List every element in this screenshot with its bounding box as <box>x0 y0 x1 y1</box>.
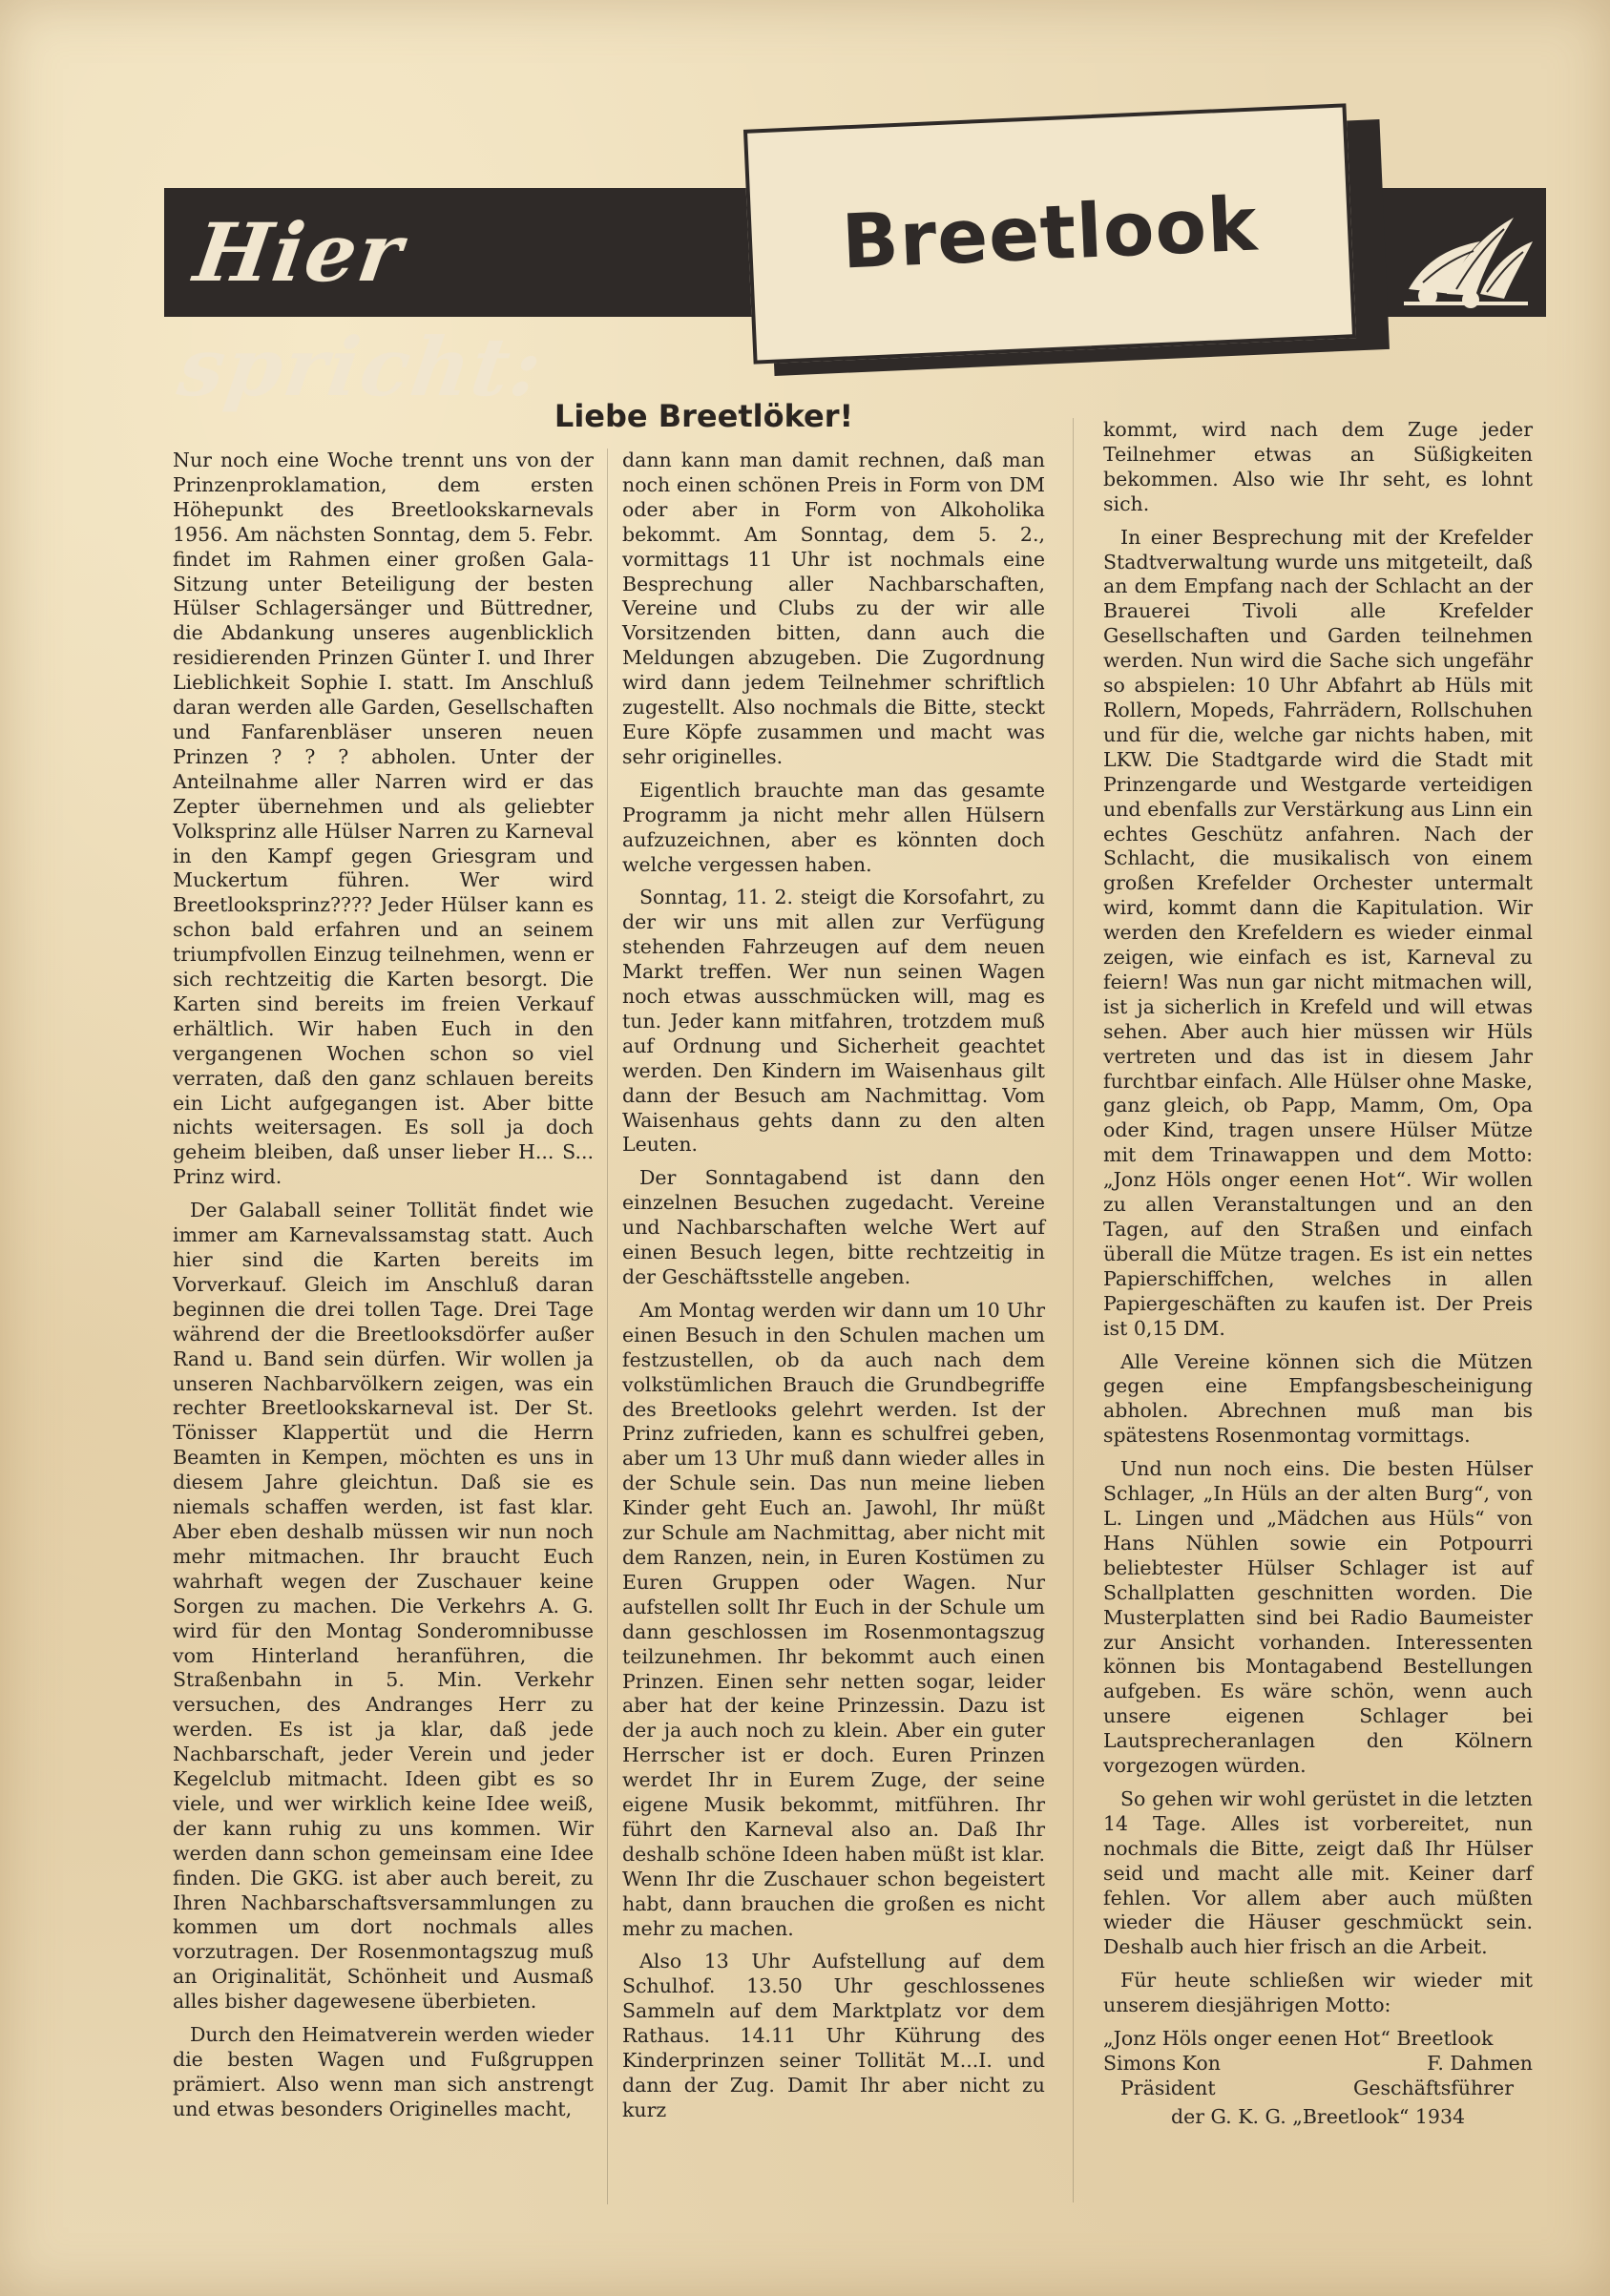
paragraph: dann kann man damit rechnen, daß man noch einen schönen Preis in Form von DM oder aber in Form von Alkoholika bekommt. Am Sonntag, dem 5. 2., vormittags 11 Uhr ist nochmals eine Besprechung aller Nachbarschaften, Vereine und Clubs zu der wir alle Vorsitzenden bitten, dann auch die Meldungen abzugeben. Die Zugordnung wird dann jedem Teilnehmer schriftlich zugestellt. Also nochmals die Bitte, steckt Eure Köpfe zusammen und macht was sehr originelles. <box>622 449 1045 768</box>
banner-left-text: Hier spricht: <box>173 205 550 414</box>
article-headline: Liebe Breetlöker! <box>554 398 854 434</box>
paragraph: Sonntag, 11. 2. steigt die Korsofahrt, zu der wir uns mit allen zur Verfügung stehenden Fahrzeugen auf dem neuen Markt treffen. Wer nun seinen Wagen noch etwas ausschmücken will, mag es tun. Jeder kann mitfahren, trotzdem muß auf Ordnung und Sicherheit geachtet werden. Den Kindern im Waisenhaus gilt dann der Besuch am Nachmittag. Vom Waisenhaus gehts dann zu den alten Leuten. <box>622 886 1045 1157</box>
signature-roles <box>1103 2077 1533 2101</box>
column-divider <box>607 449 608 2204</box>
motto-line: „Jonz Höls onger eenen Hot“ Breetlook <box>1103 2027 1494 2051</box>
paragraph: In einer Besprechung mit der Krefelder Stadtverwaltung wurde uns mitgeteilt, daß an dem Empfang nach der Schlacht an der Brauerei Tivoli alle Krefelder Gesellschaften und Garden teilnehmen werden. Nun wird die Sache sich ungefähr so abspielen: 10 Uhr Abfahrt ab Hüls mit Rollern, Mopeds, Fahrrädern, Rollschuhen und für die, welche gar nichts haben, mit LKW. Die Stadtgarde wird die Stadt mit Prinzengarde und Westgarde verteidigen und ebenfalls zur Verstärkung aus Linn ein echtes Geschütz anfahren. Nach der Schlacht, die musikalisch von einem großen Krefelder Orchester untermalt wird, kommt dann die Kapitulation. Wir werden den Krefeldern es wieder einmal zeigen, wie einfach es ist, Karneval zu feiern! Was nun gar nicht mitmachen will, ist ja sicherlich in Krefeld und will etwas sehen. Aber auch hier müssen wir Hüls vertreten und das ist in diesem Jahr furchtbar einfach. Alle Hülser ohne Maske, ganz gleich, ob Papp, Mamm, Om, Opa oder Kind, tragen unsere Hülser Mütze mit dem Trinawappen und dem Motto: „Jonz Höls onger eenen Hot“. Wir wollen zu allen Veranstaltungen und an den Tagen, auf den Straßen und einfach überall die Mütze tragen. Es ist ein nettes Papierschiffchen, welches in allen Papiergeschäften zu kaufen ist. Der Preis ist 0,15 DM. <box>1103 525 1533 1340</box>
signature-left-name: Simons Kon <box>1103 2052 1221 2075</box>
article-column-1 <box>173 449 594 2131</box>
paragraph: Der Galaball seiner Tollität findet wie immer am Karnevalssamstag statt. Auch hier sind die Karten bereits im Vorverkauf. Gleich im Anschluß daran beginnen die drei tollen Tage. Drei Tage während der die Breetlooksdörfer außer Rand u. Band sein dürfen. Wir wollen ja unseren Nachbarvölkern zeigen, was ein rechter Breetlookskarneval ist. Der St. Tönisser Klappertüt und die Herrn Beamten in Kempen, möchten es uns in diesem Jahre gleichtun. Daß sie es niemals schaffen werden, ist fast klar. Aber eben deshalb müssen wir nun noch mehr mitmachen. Ihr braucht Euch wahrhaft wegen der Zuschauer keine Sorgen zu machen. Die Verkehrs A. G. wird für den Montag Sonderomnibusse vom Hinterland heranführen, die Straßenbahn in 5. Min. Verkehr versuchen, des Andranges Herr zu werden. Es ist ja klar, daß jede Nachbarschaft, jeder Verein und jeder Kegelclub mitmacht. Ideen gibt es so viele, und wer wirklich keine Idee weiß, der kann ruhig zu uns kommen. Wir werden dann schon gemeinsam eine Idee finden. Die GKG. ist aber auch bereit, zu Ihren Nachbarschaftsversammlungen zu kommen um dort nochmals alles vorzutragen. Der Rosenmontagszug muß an Originalität, Schönheit und Ausmaß alles bisher dagewesene überbieten. <box>173 1199 594 2014</box>
paragraph: Am Montag werden wir dann um 10 Uhr einen Besuch in den Schulen machen um festzustellen, ob da auch nach dem volkstümlichen Brauch die Grundbegriffe des Breetlooks gelehrt werden. Ist der Prinz zufrieden, kann es schulfrei geben, aber um 13 Uhr muß dann wieder alles in der Schule sein. Das nun meine lieben Kinder geht Euch an. Jawohl, Ihr müßt zur Schule am Nachmittag, aber nicht mit dem Ranzen, nein, in Euren Kostümen zu Euren Gruppen oder Wagen. Nur aufstellen sollt Ihr Euch in der Schule um dann geschlossen im Rosenmontagszug teilzunehmen. Ihr bekommt auch einen Prinzen. Einen sehr netten sogar, leider aber hat der keine Prinzessin. Dazu ist der ja auch noch zu klein. Aber ein guter Herrscher ist er doch. Euren Prinzen werdet Ihr in Eurem Zuge, der seine eigene Musik bekommt, mitführen. Ihr führt den Karneval also an. Daß Ihr deshalb schöne Ideen haben müßt ist klar. Wenn Ihr die Zuschauer schon begeistert habt, dann brauchen die großen es nicht mehr zu machen. <box>622 1298 1045 1940</box>
paragraph: Der Sonntagabend ist dann den einzelnen Besuchen zugedacht. Vereine und Nachbarschaften welche Wert auf einen Besuch legen, bitte rechtzeitig in der Geschäftsstelle angeben. <box>622 1166 1045 1288</box>
column-divider <box>1073 418 1074 2202</box>
society-footer: der G. K. G. „Breetlook“ 1934 <box>1170 2104 1466 2128</box>
signature-names <box>1103 2052 1533 2077</box>
paragraph: Für heute schließen wir wieder mit unserem diesjährigen Motto: <box>1103 1969 1533 2017</box>
paragraph: Eigentlich brauchte man das gesamte Programm ja nicht mehr allen Hülsern aufzuzeichnen, aber es könnten doch welche vergessen haben. <box>622 778 1045 876</box>
signature-left-role: Präsident <box>1120 2076 1216 2099</box>
title-box <box>743 103 1356 364</box>
jester-ornament-icon <box>1390 198 1542 311</box>
paragraph: Durch den Heimatverein werden wieder die besten Wagen und Fußgruppen prämiert. Also wenn man sich anstrengt und etwas besonders Originelles macht, <box>173 2023 594 2120</box>
paragraph: Nur noch eine Woche trennt uns von der Prinzenproklamation, dem ersten Höhepunkt des Breetlookskarnevals 1956. Am nächsten Sonntag, dem 5. Febr. findet im Rahmen einer großen Gala-Sitzung unter Beteiligung der besten Hülser Schlagersänger und Büttredner, die Abdankung unseres augenblicklich residierenden Prinzen Günter I. und Ihrer Lieblichkeit Sophie I. statt. Im Anschluß daran werden alle Garden, Gesellschaften und Fanfarenbläser unseren neuen Prinzen ? ? ? abholen. Unter der Anteilnahme aller Narren wird er das Zepter übernehmen und als geliebter Volksprinz alle Hülser Narren zu Karneval in den Kampf gegen Griesgram und Muckertum führen. Wer wird Breetlooksprinz???? Jeder Hülser kann es schon bald erfahren und an seinem triumpfvollen Einzug teilnehmen, wenn er sich rechtzeitig die Karten besorgt. Die Karten sind bereits im freien Verkauf erhältlich. Wir haben Euch in den vergangenen Wochen schon so viel verraten, daß den ganz schlauen bereits ein Licht aufgegangen ist. Aber bitte nichts weitersagen. Es soll ja doch geheim bleiben, daß unser lieber H... S... Prinz wird. <box>173 449 594 1189</box>
paragraph: So gehen wir wohl gerüstet in die letzten 14 Tage. Alles ist vorbereitet, nun nochmals die Bitte, zeigt daß Ihr Hülser seid und macht alle mit. Keiner darf fehlen. Vor allem aber auch müßten wieder die Häuser geschmückt sein. Deshalb auch hier frisch an die Arbeit. <box>1103 1786 1533 1959</box>
paragraph: Also 13 Uhr Aufstellung auf dem Schulhof. 13.50 Uhr geschlossenes Sammeln auf dem Marktplatz vor dem Rathaus. 14.11 Uhr Kührung des Kinderprinzen seiner Tollität M...I. und dann der Zug. Damit Ihr aber nicht zu kurz <box>622 1950 1045 2121</box>
signature-right-role: Geschäftsführer <box>1352 2076 1514 2099</box>
page-title: Breetlook <box>840 181 1260 286</box>
paragraph: kommt, wird nach dem Zuge jeder Teilnehmer etwas an Süßigkeiten bekommen. Also wie Ihr seht, es lohnt sich. <box>1103 418 1533 515</box>
paragraph: Alle Vereine können sich die Mützen gegen eine Empfangsbescheinigung abholen. Abrechnen muß man bis spätestens Rosenmontag vormittags. <box>1103 1349 1533 1448</box>
article-column-2 <box>622 449 1045 2132</box>
paragraph: Und nun noch eins. Die besten Hülser Schlager, „In Hüls an der alten Burg“, von L. Lingen und „Mädchen aus Hüls“ von Hans Nühlen sowie ein Potpourri beliebtester Hülser Schlager ist auf Schallplatten geschnitten worden. Die Musterplatten sind bei Radio Baumeister zur Ansicht vorhanden. Interessenten können bis Montagabend Bestellungen aufgeben. Es wäre schön, wenn auch unsere eigenen Schlager bei Lautsprecheranlagen den Kölnern vorgezogen würden. <box>1103 1457 1533 1778</box>
signature-right-name: F. Dahmen <box>1427 2052 1533 2075</box>
article-column-3 <box>1103 418 1533 2130</box>
